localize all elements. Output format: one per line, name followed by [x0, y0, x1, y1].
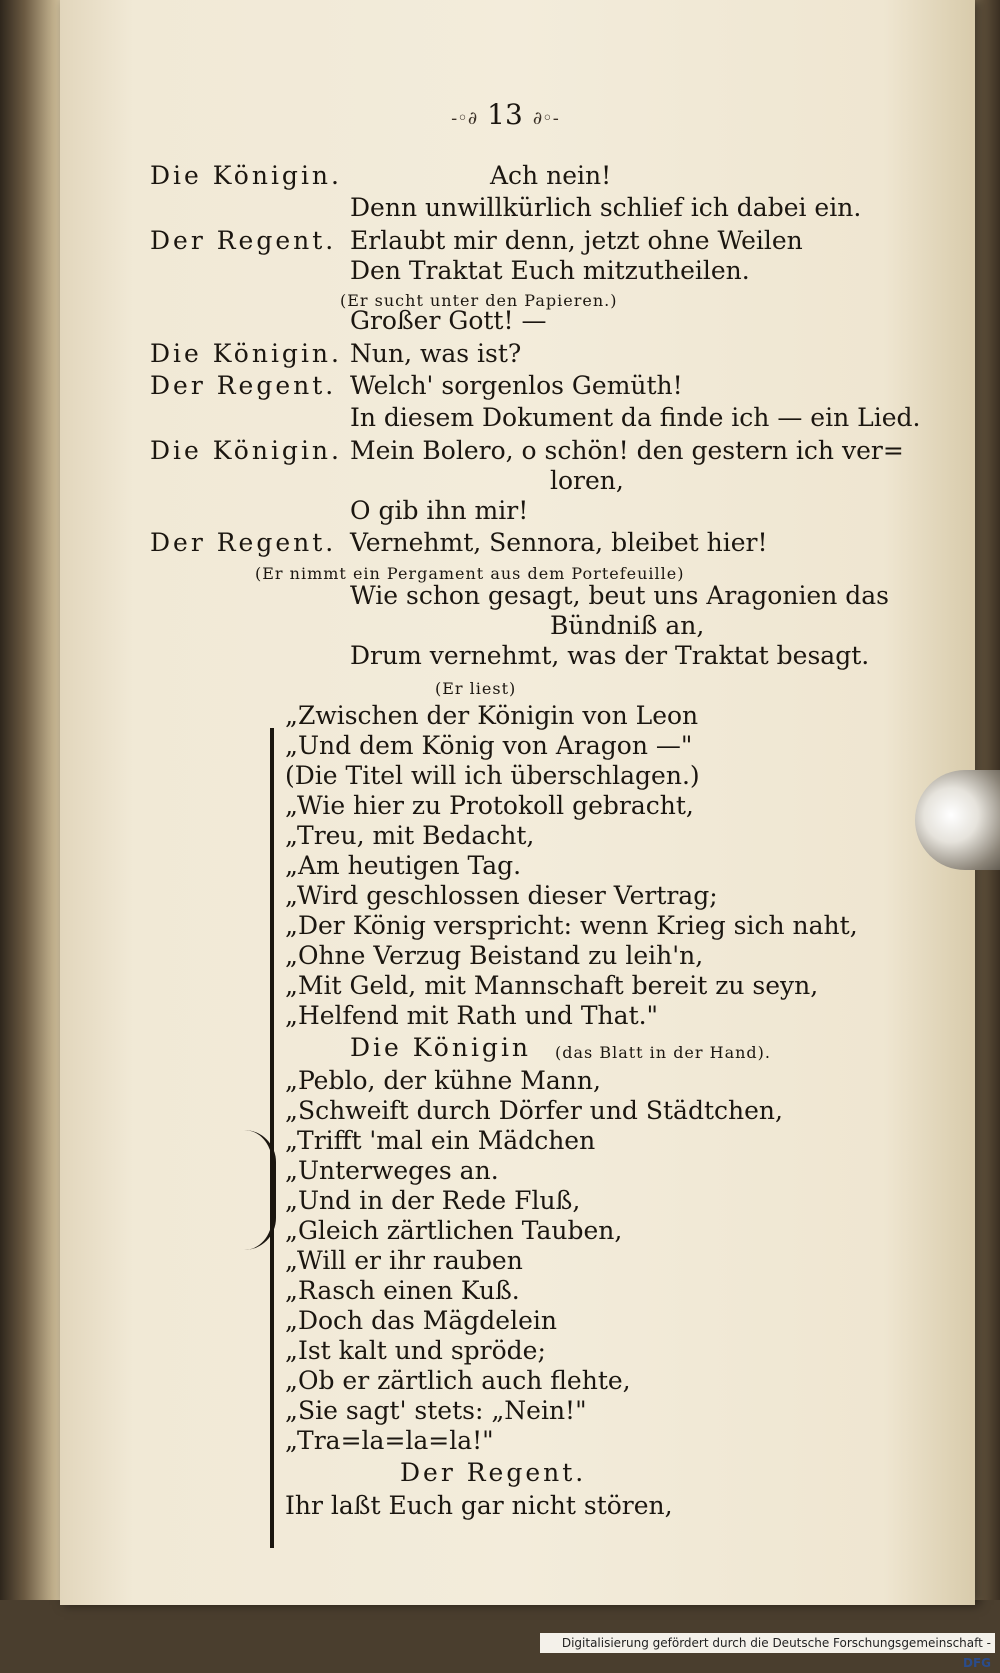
- verse-line: „Und in der Rede Fluß,: [285, 1186, 581, 1215]
- stage-direction: (Er liest): [435, 679, 517, 698]
- text-line: Den Traktat Euch mitzutheilen.: [350, 256, 750, 285]
- verse-line: „Peblo, der kühne Mann,: [285, 1066, 601, 1095]
- text-line: Welch' sorgenlos Gemüth!: [350, 371, 683, 400]
- verse-bracket-brace: [244, 1130, 276, 1250]
- text-line: Erlaubt mir denn, jetzt ohne Weilen: [350, 226, 803, 255]
- dfg-logo: DFG: [962, 1656, 991, 1670]
- verse-line: „Gleich zärtlichen Tauben,: [285, 1216, 623, 1245]
- text-line: Mein Bolero, o schön! den gestern ich ver=: [350, 436, 904, 465]
- text-line: Großer Gott! —: [350, 306, 547, 335]
- verse-line: „Doch das Mägdelein: [285, 1306, 557, 1335]
- verse-line: „Will er ihr rauben: [285, 1246, 523, 1275]
- verse-line: „Unterweges an.: [285, 1156, 499, 1185]
- speaker-label: Der Regent.: [400, 1458, 587, 1487]
- footer-text: Digitalisierung gefördert durch die Deutsche Forschungsgemeinschaft -: [561, 1636, 991, 1650]
- digitization-footer: [540, 1633, 995, 1670]
- text-line: Wie schon gesagt, beut uns Aragonien das: [350, 581, 890, 610]
- verse-line: „Mit Geld, mit Mannschaft bereit zu seyn,: [285, 971, 819, 1000]
- page-number-header: [405, 98, 605, 131]
- verse-line: „Ist kalt und spröde;: [285, 1336, 546, 1365]
- text-line: Denn unwillkürlich schlief ich dabei ein.: [350, 193, 862, 222]
- verse-line: Ihr laßt Euch gar nicht stören,: [285, 1491, 673, 1520]
- verse-line: „Rasch einen Kuß.: [285, 1276, 520, 1305]
- verse-line: „Sie sagt' stets: „Nein!": [285, 1396, 587, 1425]
- verse-line: „Ohne Verzug Beistand zu leih'n,: [285, 941, 704, 970]
- text-line: Nun, was ist?: [350, 339, 522, 368]
- speaker-label: Die Königin.: [150, 436, 342, 465]
- verse-line: „Wie hier zu Protokoll gebracht,: [285, 791, 694, 820]
- text-line: loren,: [550, 466, 624, 495]
- verse-line: „Und dem König von Aragon —": [285, 731, 693, 760]
- text-line: Bündniß an,: [550, 611, 705, 640]
- verse-line: (Die Titel will ich überschlagen.): [285, 761, 700, 790]
- speaker-label: Der Regent.: [150, 371, 337, 400]
- right-ornament: ∂◦-: [532, 108, 559, 129]
- stage-direction: (das Blatt in der Hand).: [555, 1043, 771, 1062]
- speaker-label: Die Königin.: [150, 339, 342, 368]
- page-number: 13: [487, 98, 523, 131]
- verse-line: „Wird geschlossen dieser Vertrag;: [285, 881, 718, 910]
- verse-line: „Der König verspricht: wenn Krieg sich naht,: [285, 911, 858, 940]
- verse-line: „Tra=la=la=la!": [285, 1426, 494, 1455]
- text-line: Vernehmt, Sennora, bleibet hier!: [350, 528, 768, 557]
- verse-line: „Ob er zärtlich auch flehte,: [285, 1366, 631, 1395]
- stage-direction: (Er sucht unter den Papieren.): [340, 291, 618, 310]
- text-line: Drum vernehmt, was der Traktat besagt.: [350, 641, 870, 670]
- stage-direction: (Er nimmt ein Pergament aus dem Portefeuille): [255, 564, 685, 583]
- verse-line: „Treu, mit Bedacht,: [285, 821, 535, 850]
- text-line: O gib ihn mir!: [350, 496, 529, 525]
- verse-line: „Am heutigen Tag.: [285, 851, 522, 880]
- speaker-label: Der Regent.: [150, 528, 337, 557]
- left-ornament: -◦∂: [451, 108, 478, 129]
- speaker-label: Die Königin.: [150, 161, 342, 190]
- verse-line: „Helfend mit Rath und That.": [285, 1001, 659, 1030]
- verse-line: „Zwischen der Königin von Leon: [285, 701, 699, 730]
- speaker-label: Die Königin: [350, 1033, 532, 1062]
- verse-bracket: [270, 728, 282, 1548]
- text-line: Ach nein!: [490, 161, 612, 190]
- verse-line: „Schweift durch Dörfer und Städtchen,: [285, 1096, 783, 1125]
- text-line: In diesem Dokument da finde ich — ein Lied.: [350, 403, 921, 432]
- verse-line: „Trifft 'mal ein Mädchen: [285, 1126, 596, 1155]
- speaker-label: Der Regent.: [150, 226, 337, 255]
